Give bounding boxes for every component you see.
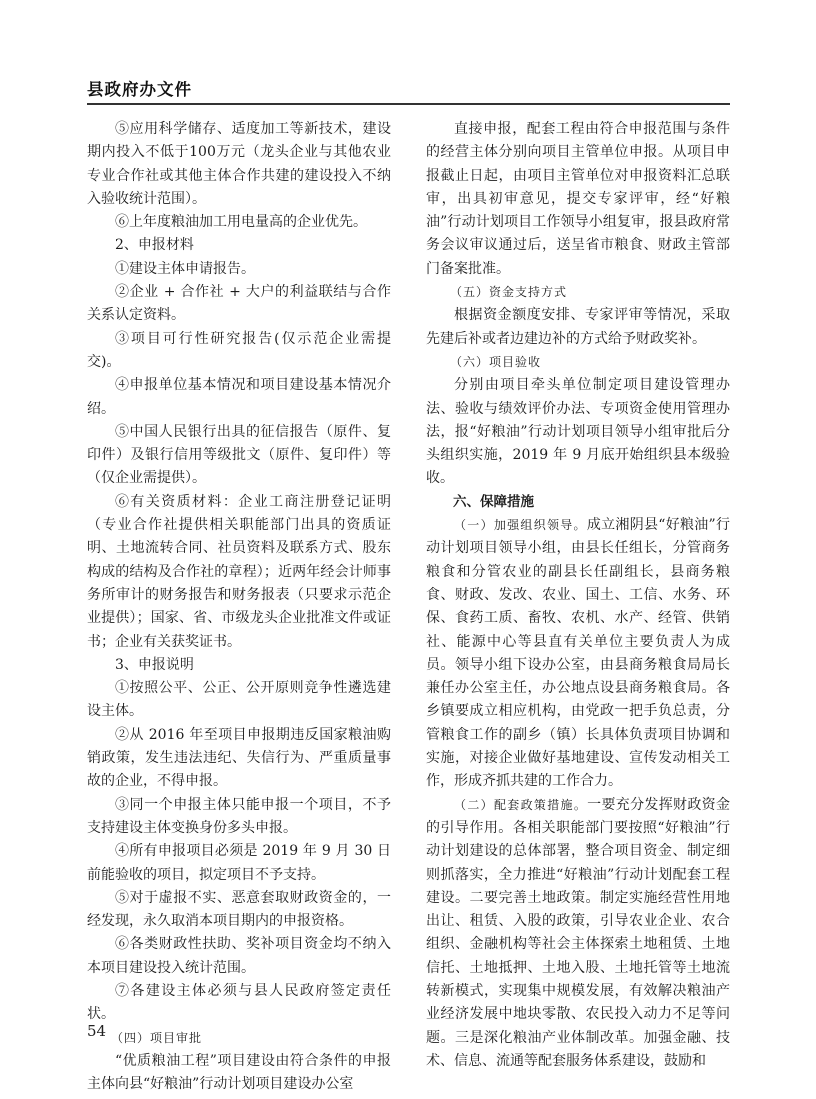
left-column	[87, 118, 391, 1096]
subheading: 3、申报说明	[115, 656, 194, 673]
paragraph: ⑥上年度粮油加工用电量高的企业优先。	[115, 214, 367, 231]
paragraph: ⑥各类财政性扶助、奖补项目资金均不纳入本项目建设投入统计范围。	[87, 936, 391, 976]
paragraph: 根据资金额度安排、专家评审等情况，采取先建后补或者边建边补的方式给予财政奖补。	[426, 307, 730, 347]
paragraph: ⑤对于虚报不实、恶意套取财政资金的，一经发现，永久取消本项目期内的申报资格。	[87, 889, 391, 930]
paragraph: ⑤中国人民银行出具的征信报告（原件、复印件）及银行信用等级批文（原件、复印件）等（仅企业需提供）。	[87, 423, 391, 487]
paragraph: ①建设主体申请报告。	[115, 260, 255, 277]
paragraph: ③项目可行性研究报告(仅示范企业需提交)。	[87, 330, 391, 370]
subheading: 2、申报材料	[115, 237, 194, 254]
paragraph-text: 成立湘阴县“好粮油”行动计划项目领导小组，由县长任组长，分管商务粮食和分管农业的副县长任副组长，县商务粮食、财政、发改、农业、国土、工信、水务、环保、食药工质、畜牧、农机、水产、经管、供销社、能源中心等县直有关单位主要负责人为成员。领导小组下设办公室，由县商务粮食局局长兼任办公室主任，办公地点设县商务粮食局。各乡镇要成立相应机构，由党政一把手负总责，分管粮食工作的副乡（镇）长具体负责项目协调和实施，对接企业做好基地建设、宣传发动相关工作，形成齐抓共建的工作合力。	[426, 517, 730, 790]
paragraph: ⑥有关资质材料：企业工商注册登记证明（专业合作社提供相关职能部门出具的资质证明、土地流转合同、社员资料及联系方式、股东构成的结构及合作社的章程）；近两年经会计师事务所审计的财务报告和财务报表（只要求示范企业提供）；国家、省、市级龙头企业批准文件或证书；企业有关获奖证书。	[87, 493, 391, 650]
inline-heading: （二）配套政策措施。	[454, 797, 588, 812]
paragraph: 分别由项目牵头单位制定项目建设管理办法、验收与绩效评价办法、专项资金使用管理办法，报“好粮油”行动计划项目领导小组审批后分头组织实施，2019 年 9 月底开始组织县本级验收。	[426, 377, 730, 487]
section-heading: （五）资金支持方式	[450, 285, 568, 300]
section-heading: （四）项目审批	[111, 1030, 203, 1045]
chapter-heading: 六、保障措施	[453, 493, 534, 510]
paragraph: ④申报单位基本情况和项目建设基本情况介绍。	[87, 377, 391, 417]
paragraph: ⑤应用科学储存、适度加工等新技术，建设期内投入不低于100万元（龙头企业与其他农业专业合作社或其他主体合作共建的建设投入不纳入验收统计范围）。	[87, 121, 391, 207]
header-rule	[87, 103, 730, 105]
header-title: 县政府办文件	[87, 80, 192, 99]
section-heading: （六）项目验收	[450, 354, 542, 369]
paragraph	[426, 514, 730, 794]
paragraph: 直接申报，配套工程由符合申报范围与条件的经营主体分别向项目主管单位申报。从项目申报截止日起，由项目主管单位对申报资料汇总联审，出具初审意见，提交专家评审，经“好粮油”行动计划项目工作领导小组复审，报县政府常务会议审议通过后，送呈省市粮食、财政主管部门备案批准。	[426, 121, 730, 277]
paragraph: ⑦各建设主体必须与县人民政府签定责任状。	[87, 982, 391, 1023]
paragraph: ②企业 + 合作社 + 大户的利益联结与合作关系认定资料。	[87, 284, 391, 324]
paragraph: ④所有申报项目必须是 2019 年 9 月 30 日前能验收的项目，拟定项目不予支持。	[87, 843, 391, 883]
paragraph	[426, 794, 730, 1074]
paragraph-text: 一要充分发挥财政资金的引导作用。各相关职能部门要按照“好粮油”行动计划建设的总体部署，整合项目资金、制定细则抓落实，全力推进“好粮油”行动计划配套工程建设。二要完善土地政策。制定实施经营性用地出让、租赁、入股的政策，引导农业企业、农合组织、金融机构等社会主体探索土地租赁、土地信托、土地抵押、土地入股、土地托管等土地流转新模式，实现集中规模发展，有效解决粮油产业经济发展中地块零散、农民投入动力不足等问题。三是深化粮油产业体制改革。加强金融、技术、信息、流通等配套服务体系建设，鼓励和	[426, 796, 730, 1069]
paragraph: ①按照公平、公正、公开原则竞争性遴选建设主体。	[87, 680, 391, 720]
page-number: 54	[87, 1022, 107, 1040]
right-column	[426, 118, 730, 1073]
inline-heading: （一）加强组织领导。	[454, 518, 587, 533]
paragraph: “优质粮油工程”项目建设由符合条件的申报主体向县“好粮油”行动计划项目建设办公室	[87, 1052, 391, 1093]
paragraph: ③同一个申报主体只能申报一个项目，不予支持建设主体变换身份多头申报。	[87, 796, 391, 836]
paragraph: ②从 2016 年至项目申报期违反国家粮油购销政策，发生违法违纪、失信行为、严重质量事故的企业，不得申报。	[87, 726, 391, 790]
